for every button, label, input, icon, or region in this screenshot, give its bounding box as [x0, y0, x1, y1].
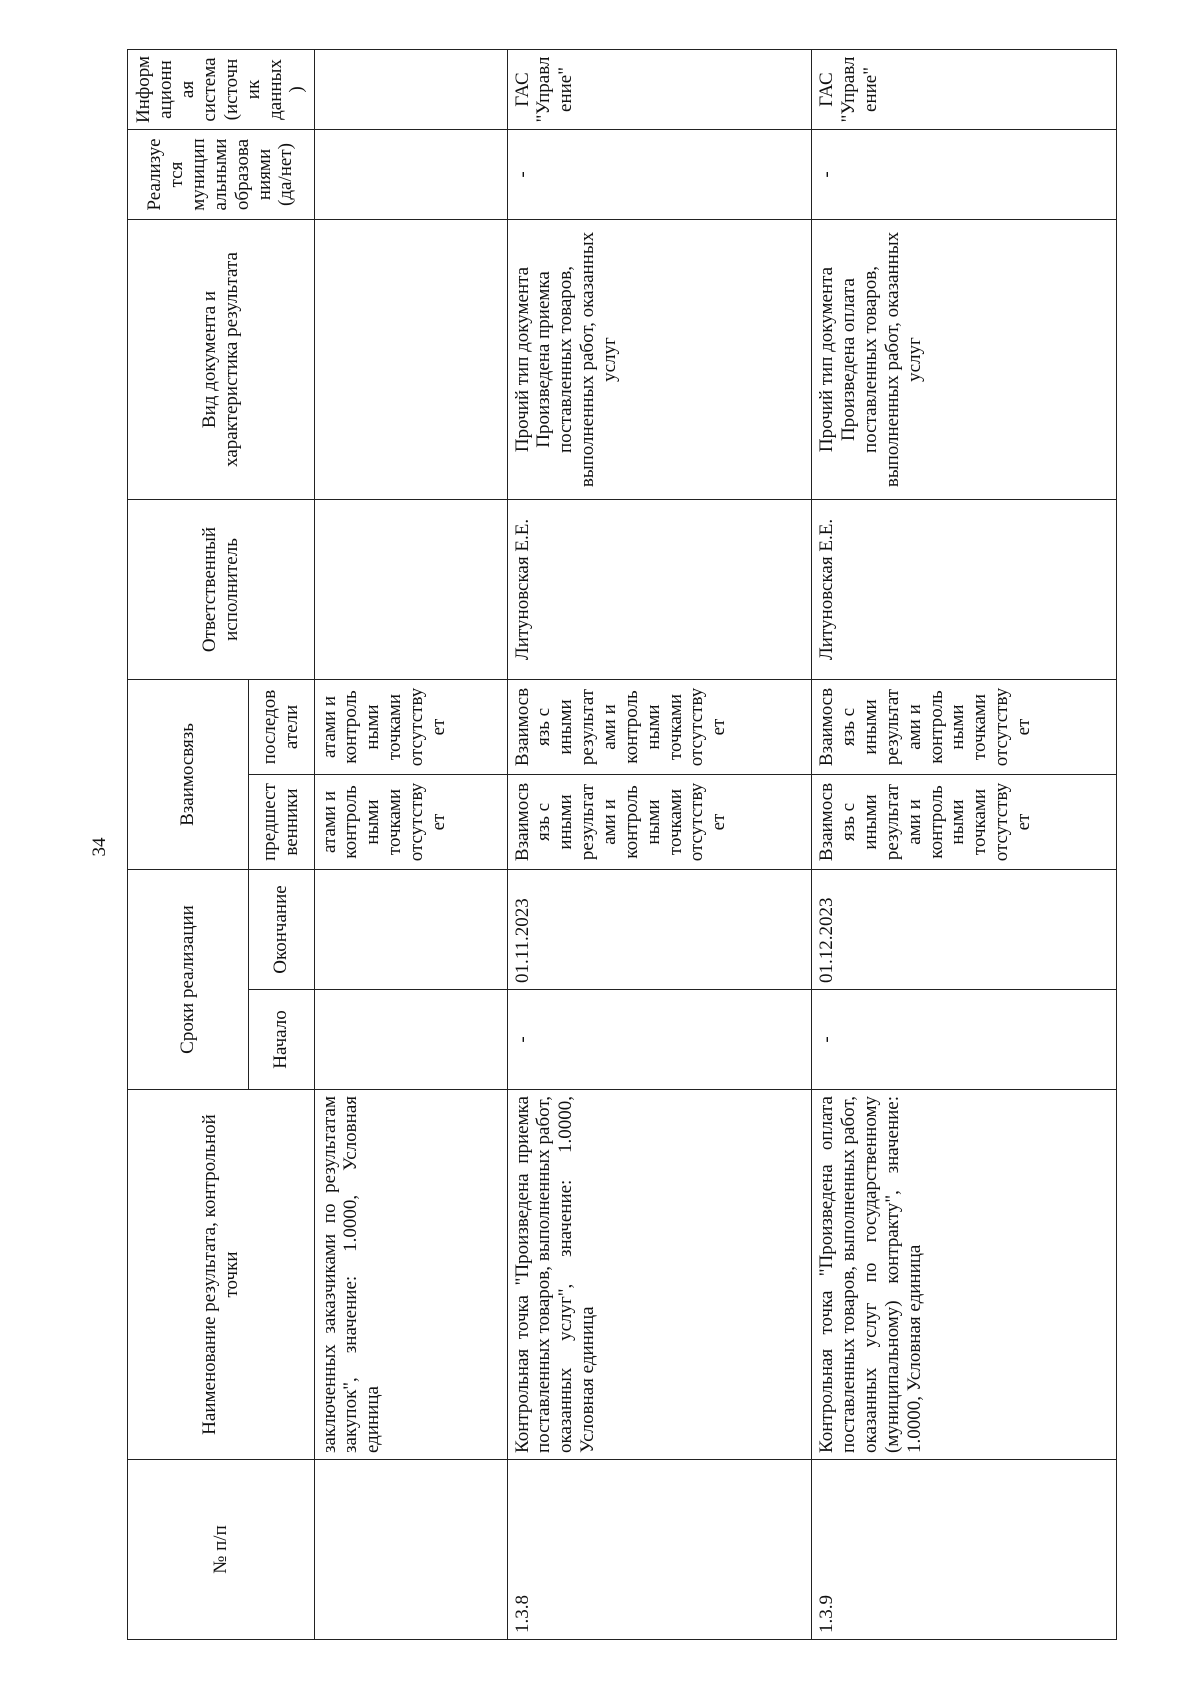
cell-responsible: Литуновская Е.Е. [507, 500, 812, 680]
header-predecessors: предшественники [248, 775, 314, 870]
cell-end: 01.12.2023 [812, 870, 1117, 990]
results-table [127, 49, 1117, 1640]
cell-predecessors: Взаимосвязь с иными результатами и контрольными точками отсутствует [812, 775, 1117, 870]
cell-successors: атами и контрольными точками отсутствует [314, 680, 507, 775]
header-name: Наименование результата, контрольной точки [128, 1090, 315, 1460]
cell-num: 1.3.8 [507, 1460, 812, 1640]
cell-start: - [507, 990, 812, 1090]
cell-num [314, 1460, 507, 1640]
cell-predecessors: атами и контрольными точками отсутствует [314, 775, 507, 870]
cell-source: ГАС "Управление" [507, 50, 812, 130]
cell-municipal: - [507, 130, 812, 220]
cell-end: 01.11.2023 [507, 870, 812, 990]
header-source: Информационная система (источник данных) [128, 50, 315, 130]
cell-num: 1.3.9 [812, 1460, 1117, 1640]
header-start: Начало [248, 990, 314, 1090]
table-row [812, 50, 1117, 1640]
page-number: 34 [89, 837, 110, 857]
cell-municipal: - [812, 130, 1117, 220]
header-municipal: Реализуется муниципальными образованиями (да/нет) [128, 130, 315, 220]
table-row-continuation [314, 50, 507, 1640]
header-terms: Сроки реализации [128, 870, 249, 1090]
header-doc: Вид документа и характеристика результата [128, 220, 315, 500]
header-successors: последователи [248, 680, 314, 775]
cell-successors: Взаимосвязь с иными результатами и контрольными точками отсутствует [507, 680, 812, 775]
cell-doc: Прочий тип документа Произведена оплата поставленных товаров, выполненных работ, оказанных услуг [812, 220, 1117, 500]
cell-successors: Взаимосвязь с иными результатами и контрольными точками отсутствует [812, 680, 1117, 775]
table-row [507, 50, 812, 1640]
cell-doc [314, 220, 507, 500]
rotated-page-content [127, 50, 1117, 1640]
header-relation: Взаимосвязь [128, 680, 249, 870]
cell-name: Контрольная точка "Произведена оплата поставленных товаров, выполненных работ, оказанных услуг по государственному (муниципальному) контракту", значение: 1.0000, Условная единица [812, 1090, 1117, 1460]
header-row [128, 50, 249, 1640]
cell-name: Контрольная точка "Произведена приемка поставленных товаров, выполненных работ, оказанных услуг", значение: 1.0000, Условная единица [507, 1090, 812, 1460]
cell-responsible [314, 500, 507, 680]
cell-start: - [812, 990, 1117, 1090]
header-num: № п/п [128, 1460, 315, 1640]
cell-name: заключенных заказчиками по результатам закупок", значение: 1.0000, Условная единица [314, 1090, 507, 1460]
cell-municipal [314, 130, 507, 220]
header-end: Окончание [248, 870, 314, 990]
cell-predecessors: Взаимосвязь с иными результатами и контрольными точками отсутствует [507, 775, 812, 870]
header-responsible: Ответственный исполнитель [128, 500, 315, 680]
cell-source [314, 50, 507, 130]
cell-responsible: Литуновская Е.Е. [812, 500, 1117, 680]
cell-start [314, 990, 507, 1090]
cell-source: ГАС "Управление" [812, 50, 1117, 130]
cell-doc: Прочий тип документа Произведена приемка поставленных товаров, выполненных работ, оказанных услуг [507, 220, 812, 500]
cell-end [314, 870, 507, 990]
